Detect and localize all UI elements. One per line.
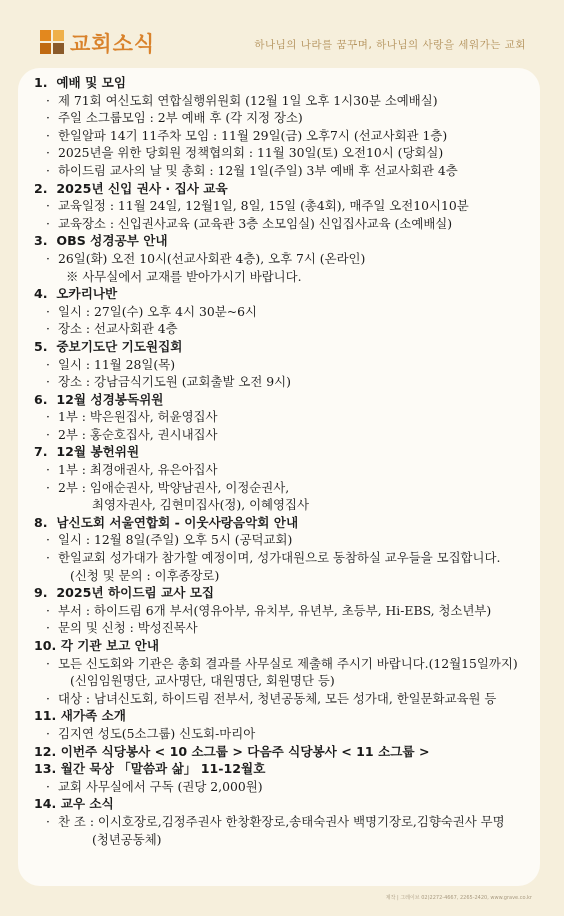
list-item [34, 250, 540, 268]
section-title: OBS 성경공부 안내 [56, 233, 168, 249]
footer-credit: 제작 | 그레이브 02)2272-4667, 2265-2420, www.grave.co.kr [385, 895, 532, 901]
section-heading [34, 285, 540, 303]
bullet-icon: · [46, 127, 50, 143]
item-text: 모든 신도회와 기관은 총회 결과를 사무실로 제출해 주시기 바랍니다.(12월15일까지) [58, 655, 518, 671]
bullet-icon: · [46, 215, 50, 231]
list-item-continuation [34, 831, 540, 849]
bullet-icon: · [46, 532, 50, 548]
section-title: 오카리나반 [56, 286, 118, 302]
section-heading [34, 74, 540, 92]
item-text: (신임임원명단, 교사명단, 대원명단, 회원명단 등) [70, 673, 335, 689]
bullet-icon: · [46, 162, 50, 178]
list-item [34, 426, 540, 444]
item-text: (신청 및 문의 : 이후종장로) [70, 567, 220, 583]
item-text: 주일 소그룹모임 : 2부 예배 후 (각 지정 장소) [58, 110, 303, 126]
list-item [34, 549, 540, 567]
item-text: 일시 : 11월 28일(목) [58, 356, 176, 372]
item-text: 교회 사무실에서 구독 (권당 2,000원) [58, 778, 263, 794]
bullet-icon: · [46, 426, 50, 442]
list-item [34, 144, 540, 162]
bullet-icon: · [46, 356, 50, 372]
section-heading [34, 743, 540, 761]
item-text: 1부 : 최경애권사, 유은아집사 [58, 462, 218, 478]
item-text: 일시 : 27일(수) 오후 4시 30분~6시 [58, 303, 257, 319]
list-item [34, 373, 540, 391]
section-number: 3. [34, 233, 48, 249]
section-title: 남신도회 서울연합회 - 이웃사랑음악회 안내 [56, 514, 299, 530]
section-heading [34, 443, 540, 461]
item-text: 최영자권사, 김현미집사(정), 이혜영집사 [92, 497, 309, 513]
section-heading [34, 232, 540, 250]
list-item [34, 813, 540, 831]
section-number: 14. [34, 796, 57, 812]
item-text: (청년공동체) [92, 831, 162, 847]
item-text: 2부 : 임애순권사, 박양남권사, 이정순권사, [58, 479, 290, 495]
list-item [34, 320, 540, 338]
list-item [34, 655, 540, 673]
bullet-icon: · [46, 813, 50, 829]
list-item [34, 602, 540, 620]
list-item [34, 408, 540, 426]
section-number: 11. [34, 708, 57, 724]
item-text: 2025년을 위한 당회원 정책협의회 : 11월 30일(토) 오전10시 (당회실) [58, 145, 444, 161]
list-item [34, 479, 540, 497]
list-item-continuation [34, 496, 540, 514]
bullet-icon: · [46, 374, 50, 390]
bullet-icon: · [46, 198, 50, 214]
news-list [34, 74, 540, 848]
list-item [34, 109, 540, 127]
item-text: 제 71회 여신도회 연합실행위원회 (12월 1일 오후 1시30분 소예배실) [58, 92, 438, 108]
item-text: 장소 : 선교사회관 4층 [58, 321, 178, 337]
section-title: 중보기도단 기도원집회 [56, 338, 183, 354]
page-header [0, 0, 564, 68]
bullet-icon: · [46, 620, 50, 636]
bullet-icon: · [46, 409, 50, 425]
section-heading [34, 180, 540, 198]
item-text: ※ 사무실에서 교재를 받아가시기 바랍니다. [66, 268, 302, 284]
list-item [34, 162, 540, 180]
list-item-continuation [34, 268, 540, 286]
bullet-icon: · [46, 550, 50, 566]
page-title: 교회소식 [70, 32, 156, 56]
item-text: 한일알파 14기 11주차 모임 : 11월 29일(금) 오후7시 (선교사회관 1층) [58, 127, 448, 143]
list-item-continuation [34, 567, 540, 585]
list-item [34, 531, 540, 549]
bullet-icon: · [46, 321, 50, 337]
section-title: 12월 봉헌위원 [56, 444, 140, 460]
section-heading [34, 514, 540, 532]
item-text: 교육장소 : 신입권사교육 (교육관 3층 소모임실) 신입집사교육 (소예배실) [58, 215, 453, 231]
list-item [34, 778, 540, 796]
item-text: 김지연 성도(5소그룹) 신도회-마리아 [58, 725, 256, 741]
item-text: 일시 : 12월 8일(주일) 오후 5시 (공덕교회) [58, 532, 293, 548]
section-heading [34, 584, 540, 602]
section-number: 10. [34, 638, 57, 653]
section-heading [34, 391, 540, 409]
list-item [34, 725, 540, 743]
bullet-icon: · [46, 303, 50, 319]
section-number: 1. [34, 75, 48, 90]
list-item [34, 356, 540, 374]
section-heading [34, 637, 540, 655]
section-heading [34, 795, 540, 813]
bullet-icon: · [46, 778, 50, 794]
section-number: 12. [34, 743, 57, 759]
section-title: 2025년 신입 권사 · 집사 교육 [56, 180, 228, 196]
item-text: 26일(화) 오전 10시(선교사회관 4층), 오후 7시 (온라인) [58, 250, 366, 266]
list-item [34, 303, 540, 321]
bullet-icon: · [46, 479, 50, 495]
section-title: 2025년 하이드림 교사 모집 [56, 585, 215, 601]
section-title: 새가족 소개 [60, 708, 126, 724]
section-title: 예배 및 모임 [56, 75, 126, 90]
section-number: 4. [34, 286, 48, 302]
section-title: 각 기관 보고 안내 [60, 638, 160, 653]
bullet-icon: · [46, 725, 50, 741]
item-text: 1부 : 박은원집사, 허윤영집사 [58, 409, 218, 425]
section-heading [34, 338, 540, 356]
list-item-continuation [34, 672, 540, 690]
logo-icon [40, 30, 64, 54]
bullet-icon: · [46, 110, 50, 126]
bullet-icon: · [46, 655, 50, 671]
section-title: 이번주 식당봉사 < 10 소그룹 > 다음주 식당봉사 < 11 소그룹 > [60, 743, 430, 759]
list-item [34, 461, 540, 479]
bullet-icon: · [46, 250, 50, 266]
list-item [34, 92, 540, 110]
item-text: 교육일정 : 11월 24일, 12월1일, 8일, 15일 (총4회), 매주일 오전10시10분 [58, 198, 469, 214]
list-item [34, 127, 540, 145]
bullet-icon: · [46, 92, 50, 108]
item-text: 2부 : 홍순호집사, 권시내집사 [58, 426, 218, 442]
item-text: 부서 : 하이드림 6개 부서(영유아부, 유치부, 유년부, 초등부, Hi-EBS, 청소년부) [58, 602, 492, 618]
church-motto: 하나님의 나라를 꿈꾸며, 하나님의 사랑을 세워가는 교회 [254, 39, 526, 51]
list-item [34, 197, 540, 215]
bullet-icon: · [46, 602, 50, 618]
section-heading [34, 760, 540, 778]
section-number: 5. [34, 338, 48, 354]
bullet-icon: · [46, 462, 50, 478]
section-number: 2. [34, 180, 48, 196]
item-text: 장소 : 강남금식기도원 (교회출발 오전 9시) [58, 374, 291, 390]
list-item [34, 215, 540, 233]
item-text: 대상 : 남녀신도회, 하이드림 전부서, 청년공동체, 모든 성가대, 한일문화교육원 등 [58, 690, 497, 706]
section-number: 13. [34, 761, 57, 777]
item-text: 찬 조 : 이시호장로,김정주권사 한창환장로,송태숙권사 백명기장로,김향숙권사 무명 [58, 813, 505, 829]
section-heading [34, 707, 540, 725]
bullet-icon: · [46, 145, 50, 161]
item-text: 하이드림 교사의 날 및 총회 : 12월 1일(주일) 3부 예배 후 선교사회관 4층 [58, 162, 458, 178]
section-title: 교우 소식 [60, 796, 114, 812]
list-item [34, 690, 540, 708]
item-text: 문의 및 신청 : 박성진목사 [58, 620, 198, 636]
bullet-icon: · [46, 690, 50, 706]
section-number: 8. [34, 514, 48, 530]
section-title: 12월 성경봉독위원 [56, 391, 164, 407]
list-item [34, 619, 540, 637]
section-number: 9. [34, 585, 48, 601]
section-title: 월간 묵상 「말씀과 삶」 11-12월호 [60, 761, 266, 777]
section-number: 6. [34, 391, 48, 407]
item-text: 한일교회 성가대가 참가할 예정이며, 성가대원으로 동참하실 교우들을 모집합니다. [58, 550, 501, 566]
section-number: 7. [34, 444, 48, 460]
